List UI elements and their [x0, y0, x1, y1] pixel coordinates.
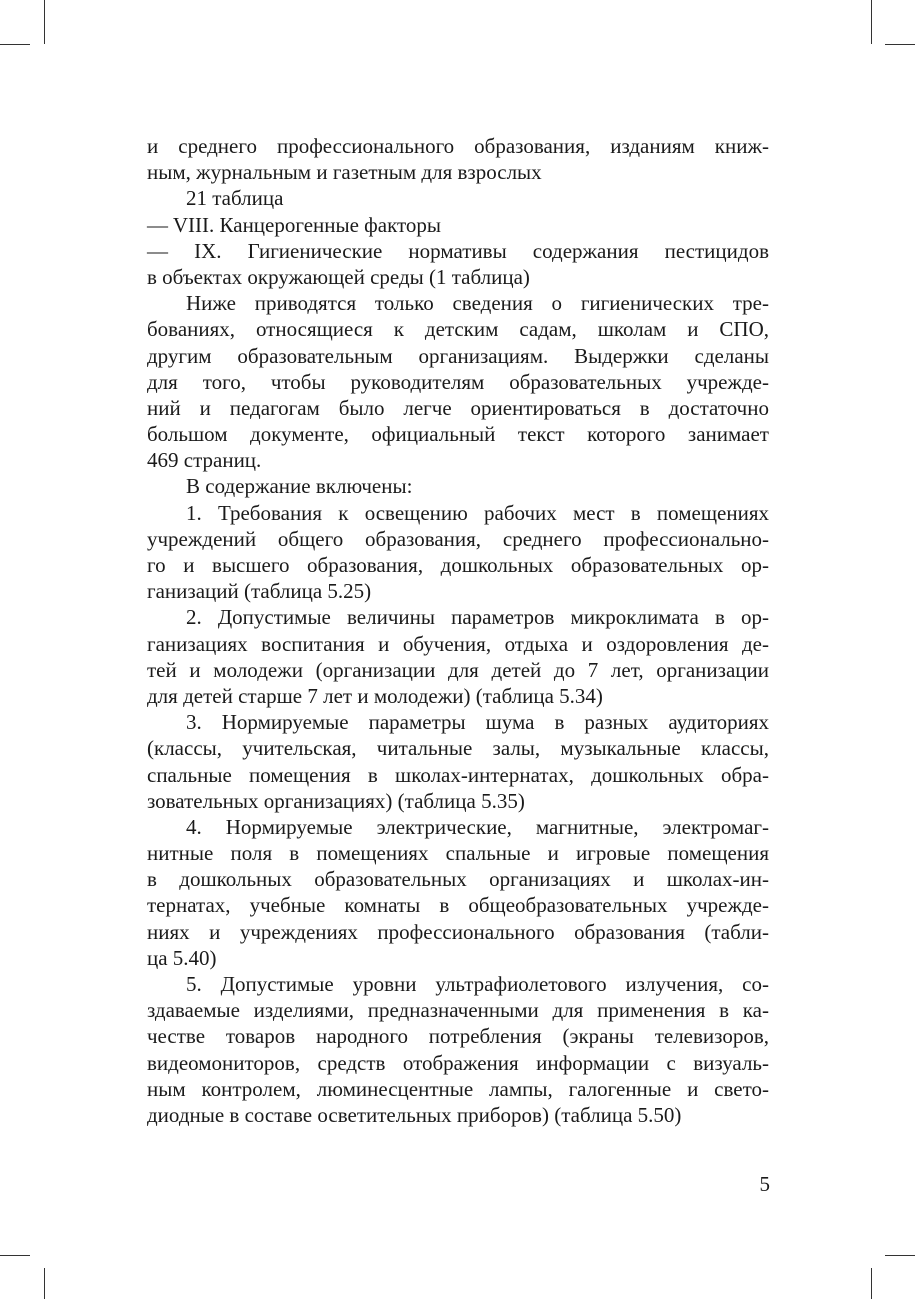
text-line: ганизаций (таблица 5.25) [147, 579, 372, 604]
text-line: спальные помещения в школах-интернатах, дошкольных обра- [147, 762, 769, 787]
text-line: В содержание включены: [186, 474, 413, 499]
text-line: 3. Нормируемые параметры шума в разных аудиториях [186, 710, 769, 735]
text-line: большом документе, официальный текст которого занимает [147, 422, 769, 447]
text-line: нитные поля в помещениях спальные и игровые помещения [147, 841, 769, 866]
text-line: 2. Допустимые величины параметров микроклимата в ор- [186, 605, 769, 630]
text-line: тей и молодежи (организации для детей до 7 лет, организации [147, 657, 769, 682]
crop-mark-top-left-horizontal [0, 44, 30, 45]
crop-mark-bottom-left-vertical [44, 1268, 45, 1299]
text-line: 469 страниц. [147, 448, 262, 473]
text-line: и среднего профессионального образования, изданиям книж- [147, 134, 769, 158]
text-line: го и высшего образования, дошкольных образовательных ор- [147, 553, 769, 577]
text-line: 5. Допустимые уровни ультрафиолетового излучения, со- [186, 972, 769, 996]
text-line: зовательных организациях) (таблица 5.35) [147, 788, 525, 813]
text-line: в дошкольных образовательных организациях и школах-ин- [147, 867, 769, 892]
text-line: Ниже приводятся только сведения о гигиенических тре- [186, 291, 769, 316]
text-line: ганизациях воспитания и обучения, отдыха и оздоровления де- [147, 631, 769, 656]
text-line: другим образовательным организациям. Выдержки сделаны [147, 343, 769, 368]
crop-mark-bottom-right-horizontal [885, 1255, 915, 1256]
text-line: для детей старше 7 лет и молодежи) (таблица 5.34) [147, 683, 603, 708]
crop-mark-top-left-vertical [44, 0, 45, 44]
text-line: учреждений общего образования, среднего профессионально- [147, 526, 769, 551]
text-line: диодные в составе осветительных приборов) (таблица 5.50) [147, 1102, 682, 1127]
text-line: — VIII. Канцерогенные факторы [147, 212, 442, 237]
text-line: 4. Нормируемые электрические, магнитные, электромаг- [186, 814, 769, 839]
text-line: ца 5.40) [147, 945, 217, 970]
text-line: 21 таблица [186, 186, 284, 211]
text-line: бованиях, относящиеся к детским садам, школам и СПО, [147, 317, 769, 342]
page-number: 5 [759, 1172, 770, 1196]
text-line: — IX. Гигиенические нормативы содержания пестицидов [147, 238, 769, 263]
text-line: видеомониторов, средств отображения информации с визуаль- [147, 1050, 769, 1075]
text-line: для того, чтобы руководителям образовательных учрежде- [147, 369, 769, 394]
text-line: 1. Требования к освещению рабочих мест в помещениях [186, 500, 769, 525]
text-line: тернатах, учебные комнаты в общеобразовательных учрежде- [147, 893, 769, 918]
text-line: в объектах окружающей среды (1 таблица) [147, 264, 530, 289]
text-line: здаваемые изделиями, предназначенными для применения в ка- [147, 998, 769, 1023]
text-line: ний и педагогам было легче ориентироваться в достаточно [147, 395, 769, 420]
body-text [147, 133, 769, 1128]
crop-mark-bottom-left-horizontal [0, 1255, 30, 1256]
text-line: (классы, учительская, читальные залы, музыкальные классы, [147, 736, 769, 761]
text-line: ным контролем, люминесцентные лампы, галогенные и свето- [147, 1076, 769, 1101]
text-line: ниях и учреждениях профессионального образования (табли- [147, 919, 769, 944]
text-line: ным, журнальным и газетным для взрослых [147, 160, 542, 185]
text-line: честве товаров народного потребления (экраны телевизоров, [147, 1024, 769, 1049]
crop-mark-top-right-horizontal [885, 44, 915, 45]
crop-mark-bottom-right-vertical [871, 1268, 872, 1299]
crop-mark-top-right-vertical [871, 0, 872, 44]
